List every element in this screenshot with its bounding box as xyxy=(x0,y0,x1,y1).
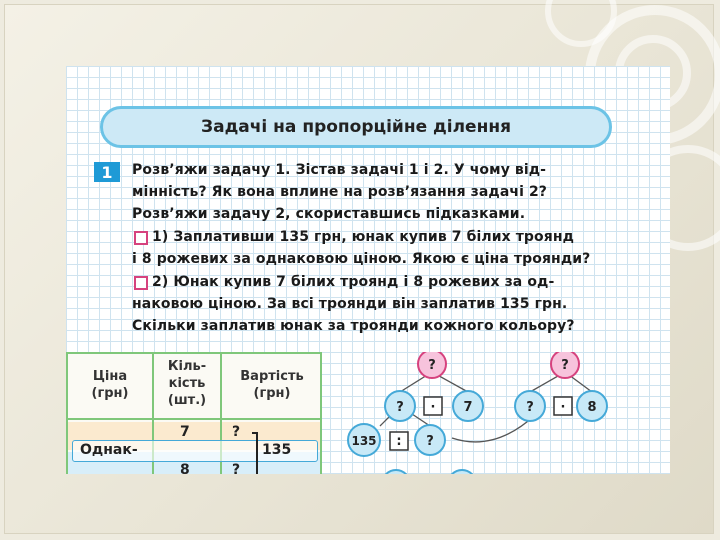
problem2-text-line: 2) Юнак купив 7 білих троянд і 8 рожевих за од- xyxy=(152,274,555,290)
data-table xyxy=(66,352,322,474)
header-cost-unit: (грн) xyxy=(253,386,291,401)
diagram-label: · xyxy=(430,400,436,415)
task-text-line: Розв’яжи задачу 2, скориставшись підказками. xyxy=(132,206,526,222)
header-quantity-line: Кіль- xyxy=(167,359,207,374)
textbook-page xyxy=(66,66,670,474)
diagram-label: 8 xyxy=(587,400,597,415)
diagram-label: ? xyxy=(561,358,569,373)
task-number-badge: 1 xyxy=(94,162,120,182)
cell-price-same: Однак- xyxy=(80,442,138,458)
diagram-node xyxy=(448,470,476,474)
page-title: Задачі на пропорційне ділення xyxy=(100,106,612,148)
table-border xyxy=(66,418,322,420)
task-text-line: Розв’яжи задачу 1. Зістав задачі 1 і 2. У чому від- xyxy=(132,162,547,178)
diagram-label: ? xyxy=(526,400,534,415)
problem2-checkbox-icon xyxy=(134,276,148,290)
cell-total-cost: 135 xyxy=(262,442,292,458)
header-quantity-line: кість xyxy=(168,376,206,391)
header-quantity xyxy=(156,358,218,409)
header-price-unit: (грн) xyxy=(91,386,129,401)
table-border xyxy=(66,352,322,354)
cell-cost-white: ? xyxy=(232,424,241,440)
bracket xyxy=(252,432,258,474)
diagram-node xyxy=(382,470,410,474)
problem2-text-line: Скільки заплатив юнак за троянди кожного кольору? xyxy=(132,318,575,334)
header-price xyxy=(72,368,148,402)
table-border xyxy=(66,352,68,474)
task-text-line: мінність? Як вона вплине на розв’язання задачі 2? xyxy=(132,184,548,200)
diagram-label: ? xyxy=(396,400,404,415)
problem2-text-line: наковою ціною. За всі троянди він заплатив 135 грн. xyxy=(132,296,568,312)
diagram-label: : xyxy=(396,434,402,449)
cell-cost-pink: ? xyxy=(232,462,241,474)
diagram-label: 135 xyxy=(351,434,377,448)
diagram-label: ? xyxy=(428,358,436,373)
header-quantity-unit: (шт.) xyxy=(167,393,207,408)
diagram-label: · xyxy=(560,400,566,415)
header-cost xyxy=(226,368,318,402)
diagram-label: ? xyxy=(426,434,434,449)
problem1-text-line: і 8 рожевих за однаковою ціною. Якою є ціна троянди? xyxy=(132,251,591,267)
header-cost-line: Вартість xyxy=(240,369,304,384)
problem1-checkbox-icon xyxy=(134,231,148,245)
cell-qty-white: 7 xyxy=(180,424,190,440)
cell-qty-pink: 8 xyxy=(180,462,190,474)
header-price-line: Ціна xyxy=(92,369,128,384)
solution-diagram xyxy=(334,352,634,474)
table-border xyxy=(320,352,322,474)
diagram-label: 7 xyxy=(463,400,473,415)
problem1-text-line: 1) Заплативши 135 грн, юнак купив 7 білих троянд xyxy=(152,229,575,245)
